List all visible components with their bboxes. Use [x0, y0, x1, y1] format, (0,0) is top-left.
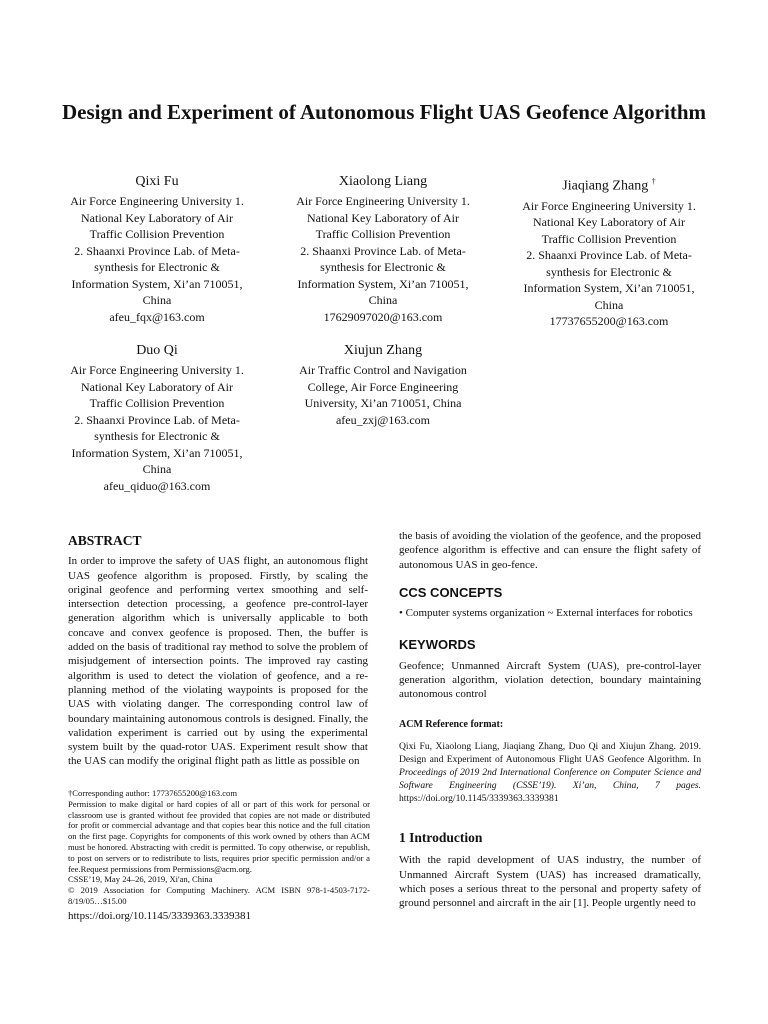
right-column — [399, 529, 701, 910]
author-email: afeu_qiduo@163.com — [103, 478, 211, 493]
keywords-heading: KEYWORDS — [399, 637, 476, 653]
author-affiliation-line: Air Traffic Control and Navigation — [299, 363, 467, 377]
author-affiliation-line: Air Force Engineering University 1. — [70, 194, 244, 208]
author-affiliation-line: Information System, Xi’an 710051, — [71, 445, 243, 460]
author-affiliation-line: China — [142, 293, 172, 307]
ccs-text: • Computer systems organization ~ External interfaces for robotics — [399, 607, 693, 620]
corresponding-author-note: †Corresponding author: 17737655200@163.com — [68, 788, 238, 798]
reference-format-text — [399, 740, 701, 805]
author-affiliation-line: Traffic Collision Prevention — [541, 231, 677, 246]
author-affiliation-line: synthesis for Electronic & — [320, 260, 446, 274]
author-affiliation-line: 2. Shaanxi Province Lab. of Meta- — [74, 243, 240, 258]
doi-link[interactable]: https://doi.org/10.1145/3339363.3339381 — [68, 909, 252, 922]
author-affiliation-line: 2. Shaanxi Province Lab. of Meta- — [74, 412, 240, 427]
author-block — [509, 172, 709, 330]
reference-format-heading: ACM Reference format: — [399, 718, 504, 730]
author-email: afeu_zxj@163.com — [335, 412, 431, 427]
author-affiliation-line: synthesis for Electronic & — [546, 264, 672, 279]
author-affiliation-line: China — [368, 293, 398, 307]
author-name: Xiujun Zhang — [343, 343, 423, 358]
author-name: Jiaqiang Zhang † — [562, 177, 656, 194]
author-block — [57, 172, 257, 325]
author-affiliation-line: China — [142, 462, 172, 476]
author-affiliation-line: 2. Shaanxi Province Lab. of Meta- — [300, 243, 466, 258]
paper-title: Design and Experiment of Autonomous Flight UAS Geofence Algorithm — [61, 100, 706, 124]
reference-proceedings: Proceedings of 2019 2nd International Conference on Computer Science and Software Engineering (CSSE’19). Xi’an, China, 7 pages. — [399, 766, 701, 791]
author-affiliation-line: Traffic Collision Prevention — [89, 227, 225, 241]
permission-notice: Permission to make digital or hard copies of all or part of this work for personal or classroom use is granted without fee provided that copies are not made or distributed for profit or commercial advantage and that copies bear this notice and the full citation on the first page. Copyrights for components of this work owned by others than ACM must be honored. Abstracting with credit is permitted. To copy otherwise, or republish, to post on servers or to redistribute to lists, requires prior specific permission and/or a fee.Request permissions from Permissions@acm.org. — [68, 798, 370, 874]
abstract-text: In order to improve the safety of UAS flight, an autonomous flight UAS geofence algorithm is proposed. Firstly, by scaling the original geofence and performing vertex smoothing and self-intersection detection processing, a geofence pre-control-layer generation algorithm which is universally applicable to both concave and convex geofence is proposed. Then, the buffer is added on the basis of traditional ray method to solve the problem of misjudgement of intersection points. The improved ray casting algorithm is used to detect the violation of geofence, and a re-planning method of the violating waypoints is proposed for the UAS with violating danger. The corresponding control law of boundary maintaining autonomous controls is designed. Finally, the validation experiment is carried out by using the experimental system built by the quad-rotor UAS. Experiment result show that the UAS can modify the original flight path as little as possible on — [68, 555, 368, 768]
author-affiliation-line: synthesis for Electronic & — [94, 429, 220, 443]
footnote-block — [68, 788, 370, 923]
ccs-heading: CCS CONCEPTS — [399, 584, 503, 600]
author-affiliation-line: Traffic Collision Prevention — [89, 396, 225, 410]
author-affiliation-line: National Key Laboratory of Air — [81, 379, 233, 394]
venue-note: CSSE’19, May 24–26, 2019, Xi'an, China — [68, 874, 213, 885]
author-affiliation-line: China — [594, 297, 624, 312]
author-affiliation-line: 2. Shaanxi Province Lab. of Meta- — [526, 248, 692, 263]
author-affiliation-line: National Key Laboratory of Air — [81, 210, 233, 225]
left-column — [68, 530, 368, 769]
copyright-note: © 2019 Association for Computing Machinery. ACM ISBN 978-1-4503-7172-8/19/05…$15.00 — [68, 885, 370, 906]
reference-plain: Qixi Fu, Xiaolong Liang, Jiaqiang Zhang, Duo Qi and Xiujun Zhang. 2019. Design and Experiment of Autonomous Flight UAS Geofence Algorithm. In — [399, 740, 701, 765]
author-email: 17629097020@163.com — [323, 309, 443, 324]
author-block — [283, 341, 483, 428]
author-affiliation-line: National Key Laboratory of Air — [307, 210, 459, 225]
author-affiliation-line: Air Force Engineering University 1. — [296, 194, 470, 208]
abstract-continued: the basis of avoiding the violation of the geofence, and the proposed geofence algorithm is effective and can ensure the flight safety of autonomous UAS in geo-fence. — [399, 530, 701, 571]
author-affiliation-line: Traffic Collision Prevention — [315, 227, 451, 241]
author-email: 17737655200@163.com — [549, 314, 669, 329]
reference-doi[interactable]: https://doi.org/10.1145/3339363.3339381 — [399, 792, 559, 804]
author-affiliation-line: Air Force Engineering University 1. — [70, 363, 244, 377]
author-name: Qixi Fu — [135, 174, 179, 189]
author-name: Duo Qi — [136, 343, 178, 358]
keywords-text: Geofence; Unmanned Aircraft System (UAS), pre-control-layer generation algorithm, violation detection, boundary maintaining autonomous control — [399, 659, 701, 701]
author-affiliation-line: College, Air Force Engineering — [307, 379, 459, 394]
author-affiliation-line: Information System, Xi’an 710051, — [297, 276, 469, 291]
author-affiliation-line: University, Xi’an 710051, China — [304, 396, 462, 410]
introduction-heading: 1 Introduction — [399, 829, 483, 845]
author-affiliation-line: Information System, Xi’an 710051, — [523, 281, 695, 296]
author-name: Xiaolong Liang — [338, 174, 428, 189]
corresponding-mark: † — [651, 177, 656, 186]
abstract-heading: ABSTRACT — [68, 533, 142, 548]
author-block — [283, 172, 483, 325]
introduction-text: With the rapid development of UAS industry, the number of Unmanned Aircraft System (UAS) has increased dramatically, which poses a serious threat to the personal and property safety of ground personnel and aircraft in the air [1]. People urgently need to — [399, 854, 701, 910]
author-affiliation-line: National Key Laboratory of Air — [533, 215, 685, 230]
author-block — [57, 341, 257, 494]
author-affiliation-line: Air Force Engineering University 1. — [522, 198, 696, 213]
author-email: afeu_fqx@163.com — [109, 309, 205, 324]
author-affiliation-line: Information System, Xi’an 710051, — [71, 276, 243, 291]
author-affiliation-line: synthesis for Electronic & — [94, 260, 220, 274]
